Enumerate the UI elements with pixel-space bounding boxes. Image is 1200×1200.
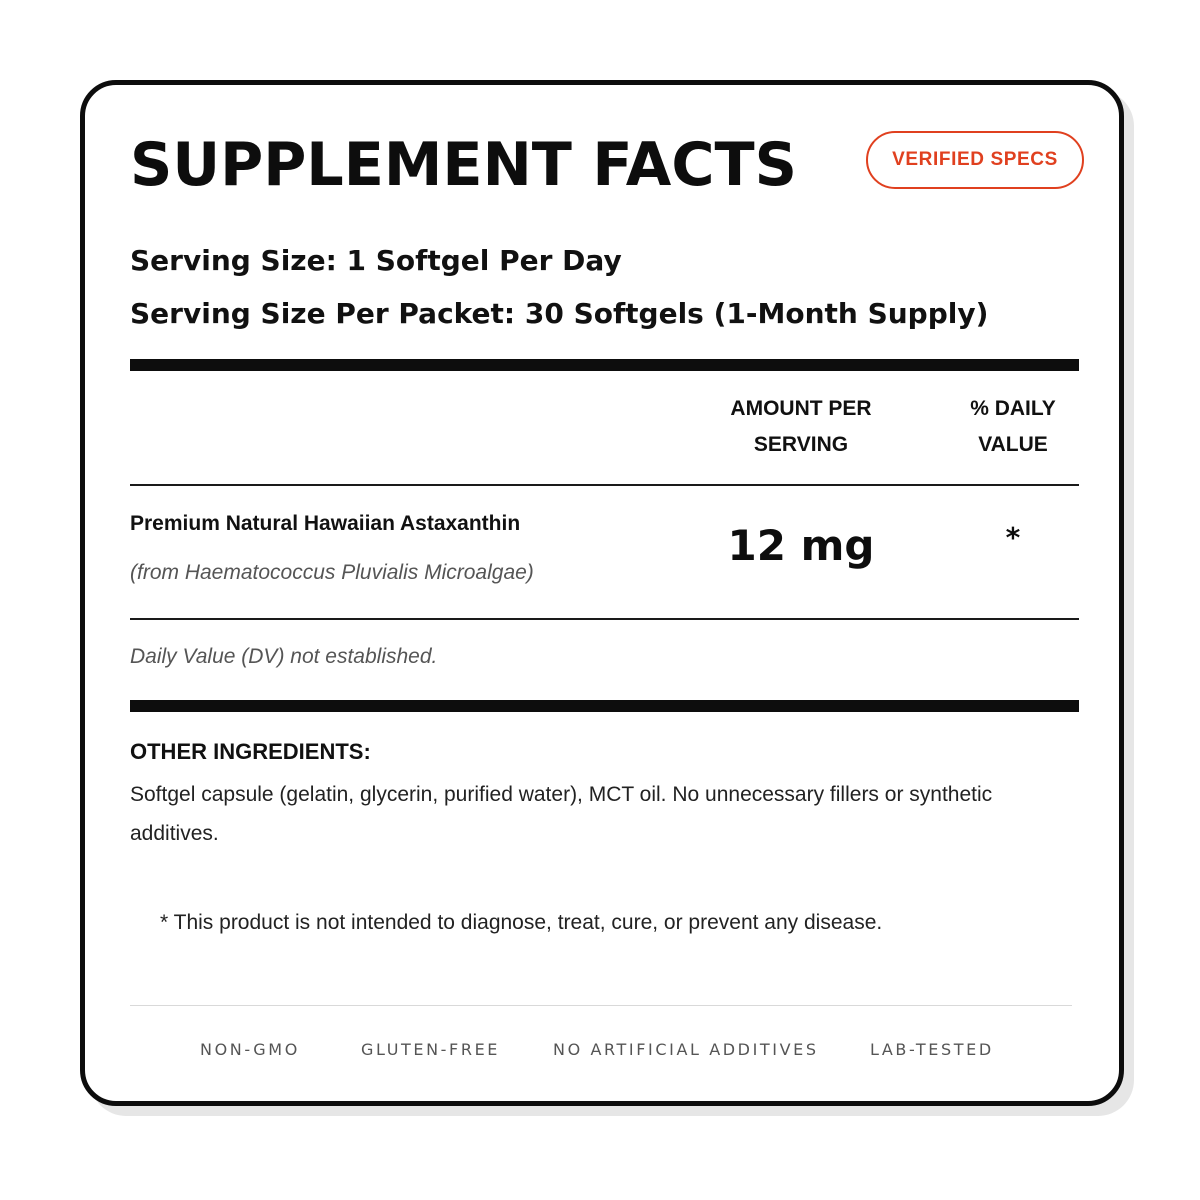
thick-divider-bottom xyxy=(130,700,1079,712)
tag-non-gmo: NON-GMO xyxy=(200,1040,300,1059)
tag-gluten-free: GLUTEN-FREE xyxy=(361,1040,500,1059)
serving-per-packet: Serving Size Per Packet: 30 Softgels (1-Month Supply) xyxy=(130,297,989,330)
dv-header-line2: VALUE xyxy=(978,433,1048,456)
other-ingredients-title: OTHER INGREDIENTS: xyxy=(130,739,371,764)
supplement-facts-card xyxy=(80,80,1124,1106)
header-divider xyxy=(130,484,1079,486)
row-divider xyxy=(130,618,1079,620)
tag-lab-tested: LAB-TESTED xyxy=(870,1040,994,1059)
verified-specs-badge[interactable]: VERIFIED SPECS xyxy=(866,131,1084,189)
dv-note: Daily Value (DV) not established. xyxy=(130,645,438,668)
amount-header-line2: SERVING xyxy=(753,433,849,456)
serving-size: Serving Size: 1 Softgel Per Day xyxy=(130,244,622,277)
dv-header-line1: % DAILY xyxy=(970,397,1056,420)
ingredient-name: Premium Natural Hawaiian Astaxanthin xyxy=(130,512,521,535)
amount-header-line1: AMOUNT PER xyxy=(730,397,872,420)
tag-no-artificial-additives: NO ARTIFICIAL ADDITIVES xyxy=(553,1040,819,1059)
other-ingredients-text: Softgel capsule (gelatin, glycerin, purified water), MCT oil. No unnecessary fillers or synthetic additives. xyxy=(130,783,993,845)
ingredient-daily-value: * xyxy=(1005,521,1021,554)
disclaimer: * This product is not intended to diagnose, treat, cure, or prevent any disease. xyxy=(160,911,883,934)
daily-value-header xyxy=(937,391,1089,463)
page-title: SUPPLEMENT FACTS xyxy=(130,130,797,200)
ingredient-amount: 12 mg xyxy=(727,521,875,570)
thick-divider-top xyxy=(130,359,1079,371)
footer-divider xyxy=(130,1005,1072,1006)
ingredient-source: (from Haematococcus Pluvialis Microalgae) xyxy=(130,561,534,584)
amount-per-serving-header xyxy=(703,391,899,463)
